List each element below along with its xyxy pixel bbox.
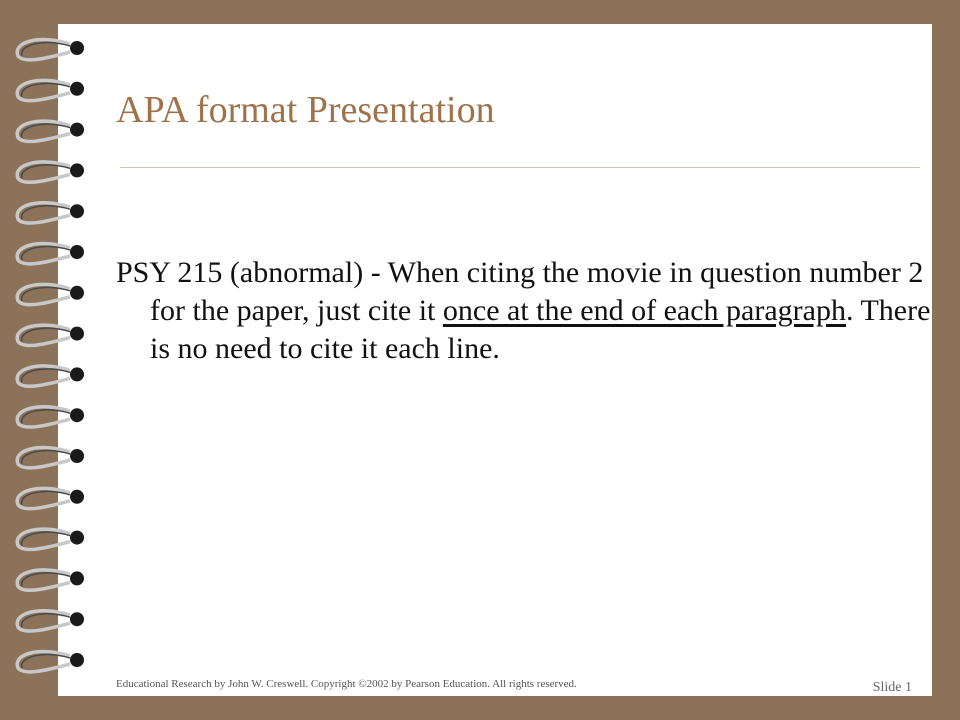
binding-hole: [70, 408, 84, 422]
binding-hole: [70, 327, 84, 341]
slide-number: Slide 1: [872, 680, 912, 695]
binding-hole: [70, 163, 84, 177]
binding-hole: [70, 82, 84, 96]
binding-hole: [70, 449, 84, 463]
binding-hole: [70, 531, 84, 545]
binding-hole: [70, 204, 84, 218]
binding-hole: [70, 571, 84, 585]
binding-hole: [70, 286, 84, 300]
slide-body-text: [116, 254, 950, 368]
title-divider: [120, 167, 920, 168]
binding-hole: [70, 123, 84, 137]
binding-hole: [70, 367, 84, 381]
body-text-lead: PSY 215 (abnormal) - When citing the movie in question number 2 for the paper, just cite it: [116, 256, 924, 327]
binding-hole: [70, 612, 84, 626]
body-text-tail: . There is no need to cite it each line.: [150, 294, 931, 365]
footer-copyright: Educational Research by John W. Creswell. Copyright ©2002 by Pearson Education. All rights reserved.: [116, 678, 577, 690]
slide-title: APA format Presentation: [116, 89, 495, 131]
body-text-underlined: once at the end of each paragraph: [442, 294, 846, 327]
spiral-binding-icon: [0, 0, 110, 720]
binding-hole: [70, 41, 84, 55]
binding-hole: [70, 490, 84, 504]
binding-hole: [70, 245, 84, 259]
binding-hole: [70, 653, 84, 667]
